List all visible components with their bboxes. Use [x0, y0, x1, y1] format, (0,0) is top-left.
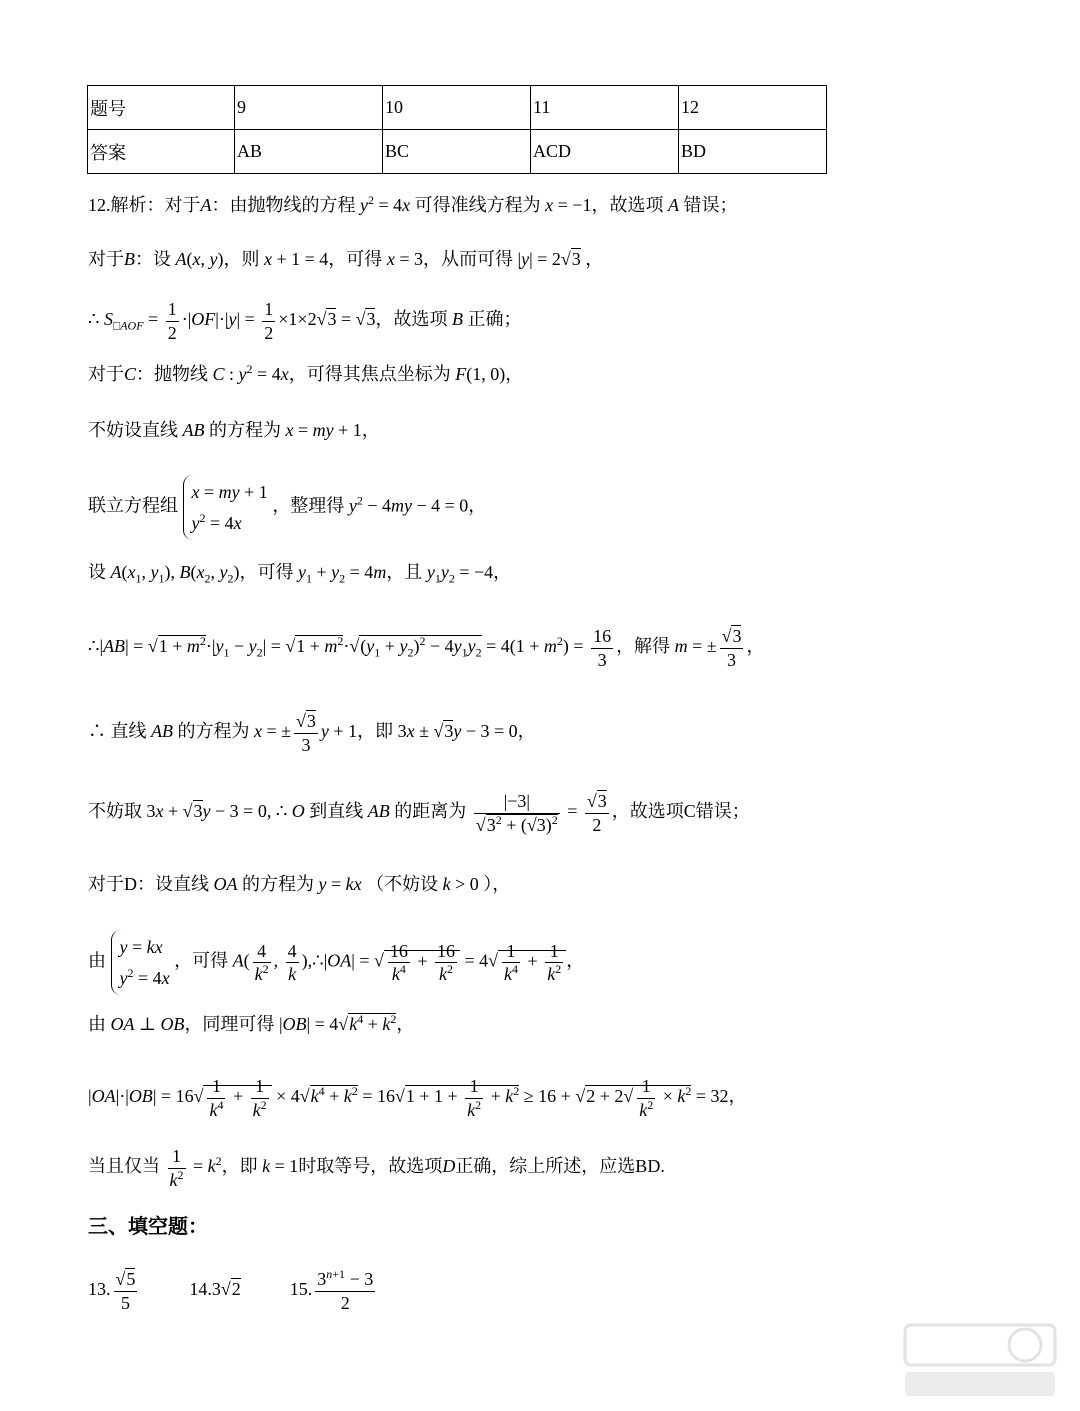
- text: 不妨取: [88, 801, 142, 822]
- text: 的方程为: [209, 420, 281, 440]
- text: 设: [88, 562, 106, 582]
- solution-line: ∴|AB| = $√1 + m^2\cdot|y_1 - y_2| = √1 + m^2\cdot√(y_1 + y_2)^2 - 4y_1y_2 = 4(1 + m^2)$ = $\frac{16}{3}$ ，解得 m = ± $\frac{√3}{3}$ ，: [88, 626, 765, 670]
- text: 直线: [110, 721, 147, 742]
- solution-line: |OA|·|OB| = 16√ $\frac{1}{k^4}$ + $\frac{1}{k^2}$ × $4√k^4 + k^2 = 16√1 + 1$ + $\frac{1}{k^2}$ + $k^2 \ge 16 + √2 + 2√$ $\frac{1}{k^2}$ × $k^2 = 32$，: [88, 1076, 747, 1120]
- text: 12.解析：对于: [88, 195, 201, 215]
- solution-line: 设 $A(x_1$, $y_1$), $B(x_2$, $y_2$)，可得 $y_1 + y_2 = 4m$，且 $y_1y_2 = -4$，: [88, 562, 512, 586]
- text: 的距离为: [394, 801, 467, 822]
- text: ，解得: [616, 636, 671, 657]
- text: 对于: [88, 249, 124, 269]
- text: 联立方程组: [88, 495, 178, 516]
- table-cell: 12: [679, 86, 827, 130]
- text: 的方程为: [177, 721, 250, 742]
- text: 的方程为: [242, 874, 314, 894]
- answer-table: [87, 85, 827, 174]
- section-heading: 三、填空题：: [88, 1214, 208, 1238]
- text: ，故选项C错误；: [611, 801, 750, 822]
- text: ，则: [223, 249, 260, 269]
- solution-line: 不妨设直线 AB 的方程为 x = my + 1，: [88, 420, 380, 440]
- solution-line: 联立方程组 x = my + 1 $y^2 = 4x$ ，整理得 $y^2 - 4my - 4 = 0$，: [88, 475, 486, 540]
- text: 对于D：设直线: [88, 874, 209, 894]
- solution-line: 由 OA ⊥ OB，同理可得 $|OB| = 4√k^4 + k^2$，: [88, 1012, 415, 1034]
- solution-line: 对于B：设 A(x, y)，则 x + 1 = 4，可得 x = 3，从而可得 |y| = 2√3 ，: [88, 249, 604, 269]
- solution-line: 由 y = kx $y^2 = 4x$ ，可得 A( $\frac{4}{k^2}$ , $\frac{4}{k}$ ),∴|OA| = √ $\frac{16}{k^4}$ + $\frac{16}{k^2}$ = 4√ $\frac{1}{k^4}$ + $\frac{1}{k^2}$ ，: [88, 930, 584, 995]
- solution-line: 对于C：抛物线 C : $y^2 = 4x$，可得其焦点坐标为 F(1, 0)，: [88, 362, 524, 384]
- table-cell: 题号: [88, 86, 235, 130]
- text: 对于: [88, 364, 124, 384]
- text: B: [124, 249, 135, 269]
- table-cell: AB: [235, 130, 383, 174]
- text: 15.: [289, 1279, 313, 1300]
- text: ），: [483, 874, 511, 894]
- table-row: [88, 130, 827, 174]
- table-cell: 10: [383, 86, 531, 130]
- solution-line: ∴ $S_{□AOF}$ = $\frac{1}{2}$ ·|OF|·|y| = $\frac{1}{2}$ ×1×2√3 = √3，故选项 B 正确；: [88, 299, 522, 343]
- solution-line: 不妨取 3x + √3y − 3 = 0, ∴ O 到直线 AB 的距离为 $\frac{|-3|}{√3^2 + (√3)^2}$ = $\frac{√3}{2}$ ，故选项C错误；: [88, 791, 750, 835]
- table-cell: BC: [383, 130, 531, 174]
- table-cell: 答案: [88, 130, 235, 174]
- table-cell: BD: [679, 130, 827, 174]
- solution-line: ∴ 直线 AB 的方程为 x = ± $\frac{√3}{3}$ y + 1，即 3x ± √3y − 3 = 0，: [88, 711, 536, 755]
- text: ：抛物线: [136, 364, 209, 384]
- text: 由: [88, 950, 106, 971]
- text: ，且: [386, 562, 423, 582]
- text: 正确，综上所述，应选BD.: [455, 1156, 665, 1177]
- fill-answers: 13. $\frac{√5}{5}$ 14.3√2 15. $\frac{3^{n+1} - 3}{2}$: [88, 1267, 374, 1313]
- text: ，可得: [239, 562, 294, 582]
- watermark-logo: [900, 1320, 1060, 1400]
- solution-line: 12.解析：对于A：由抛物线的方程 $y^2 = 4x$ 可得准线方程为 x = −1，故选项 A 错误；: [88, 193, 738, 215]
- text: 到直线: [309, 801, 364, 822]
- solution-line: 当且仅当 $\frac{1}{k^2}$ = $k^2$，即 k = 1时取等号，故选项D正确，综上所述，应选BD.: [88, 1146, 665, 1190]
- text: D: [442, 1156, 456, 1177]
- text: ，故选项: [591, 195, 664, 215]
- table-cell: 11: [531, 86, 679, 130]
- text: C: [124, 364, 137, 384]
- text: 14.: [189, 1279, 212, 1300]
- text: 不妨设直线: [88, 420, 178, 440]
- text: 13.: [88, 1279, 111, 1300]
- table-row: [88, 86, 827, 130]
- table-cell: ACD: [531, 130, 679, 174]
- text: 错误；: [683, 195, 738, 215]
- text: 正确；: [467, 309, 522, 330]
- text: ，可得其焦点坐标为: [288, 364, 451, 384]
- text: ，可得: [328, 249, 383, 269]
- text: 当且仅当: [88, 1156, 160, 1177]
- text: ，整理得: [272, 495, 345, 516]
- text: （不妨设: [366, 874, 439, 894]
- text: ，即: [357, 721, 394, 742]
- table-cell: 9: [235, 86, 383, 130]
- solution-line: 对于D：设直线 OA 的方程为 y = kx （不妨设 k > 0 ），: [88, 874, 511, 894]
- text: ，即: [221, 1156, 258, 1177]
- text: A: [200, 195, 212, 215]
- text: 由: [88, 1014, 106, 1034]
- text: ，可得: [174, 950, 229, 971]
- text: 可得准线方程为: [414, 195, 541, 215]
- text: 时取等号，故选项: [298, 1156, 443, 1177]
- text: ，同理可得: [184, 1014, 275, 1034]
- text: ：由抛物线的方程: [211, 195, 356, 215]
- text: ，故选项: [375, 309, 448, 330]
- text: ，从而可得: [422, 249, 513, 269]
- text: ：设: [135, 249, 171, 269]
